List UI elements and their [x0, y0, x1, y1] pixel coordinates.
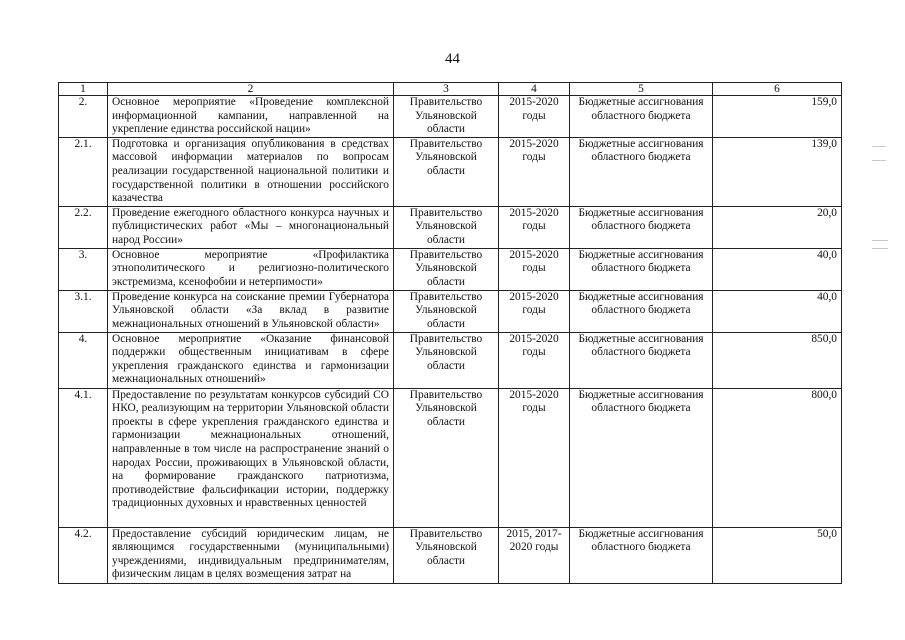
column-header: 6: [713, 83, 842, 96]
funding-source: Бюджетные ассигнования областного бюджета: [570, 248, 713, 290]
executor: Правительство Ульяновской области: [394, 388, 499, 527]
funding-source: Бюджетные ассигнования областного бюджета: [570, 206, 713, 248]
executor: Правительство Ульяновской области: [394, 137, 499, 206]
column-header: 4: [499, 83, 570, 96]
amount: 20,0: [713, 206, 842, 248]
activity-name: Проведение конкурса на соискание премии Губернатора Ульяновской области «За вклад в развитие межнациональных отношений в Ульяновской области»: [108, 290, 394, 332]
period: 2015-2020 годы: [499, 96, 570, 138]
activity-name: Основное мероприятие «Профилактика этнополитического и религиозно-политического экстремизма, ксенофобии и нетерпимости»: [108, 248, 394, 290]
executor: Правительство Ульяновской области: [394, 290, 499, 332]
period: 2015-2020 годы: [499, 290, 570, 332]
amount: 800,0: [713, 388, 842, 527]
funding-source: Бюджетные ассигнования областного бюджета: [570, 527, 713, 583]
table-row: [59, 332, 842, 388]
table-row: [59, 290, 842, 332]
executor: Правительство Ульяновской области: [394, 332, 499, 388]
activity-name: Основное мероприятие «Проведение комплексной информационной кампании, направленной на укрепление единства российской нации»: [108, 96, 394, 138]
activity-name: Основное мероприятие «Оказание финансовой поддержки общественным инициативам в сфере укрепления гражданского единства и гармонизации межнациональных отношений»: [108, 332, 394, 388]
period: 2015-2020 годы: [499, 388, 570, 527]
period: 2015, 2017-2020 годы: [499, 527, 570, 583]
amount: 50,0: [713, 527, 842, 583]
row-number: 2.2.: [59, 206, 108, 248]
executor: Правительство Ульяновской области: [394, 527, 499, 583]
funding-source: Бюджетные ассигнования областного бюджета: [570, 137, 713, 206]
amount: 40,0: [713, 248, 842, 290]
period: 2015-2020 годы: [499, 248, 570, 290]
funding-source: Бюджетные ассигнования областного бюджета: [570, 332, 713, 388]
column-header: 3: [394, 83, 499, 96]
column-number-row: [59, 83, 842, 96]
executor: Правительство Ульяновской области: [394, 206, 499, 248]
period: 2015-2020 годы: [499, 332, 570, 388]
amount: 159,0: [713, 96, 842, 138]
row-number: 3.1.: [59, 290, 108, 332]
amount: 40,0: [713, 290, 842, 332]
scan-artifact-line: [872, 146, 886, 147]
page-number: 44: [445, 51, 460, 67]
row-number: 2.: [59, 96, 108, 138]
amount: 850,0: [713, 332, 842, 388]
executor: Правительство Ульяновской области: [394, 96, 499, 138]
executor: Правительство Ульяновской области: [394, 248, 499, 290]
table-row: [59, 388, 842, 527]
activity-name: Предоставление по результатам конкурсов субсидий СО НКО, реализующим на территории Ульяновской области проекты в сфере укрепления гражданского единства и гармонизации межнациональных отношений, направленные в том числе на распространение знаний о народах России, проживающих в Ульяновской области, на формирование гражданского патриотизма, противодействие фальсификации истории, поддержку традиционных духовных и нравственных ценностей: [108, 388, 394, 527]
column-header: 1: [59, 83, 108, 96]
activity-name: Проведение ежегодного областного конкурса научных и публицистических работ «Мы – многонациональный народ России»: [108, 206, 394, 248]
table-row: [59, 96, 842, 138]
table-row: [59, 206, 842, 248]
column-header: 5: [570, 83, 713, 96]
activity-name: Предоставление субсидий юридическим лицам, не являющимся государственными (муниципальными) учреждениями, индивидуальным предпринимателям, физическим лицам в целях возмещения затрат на: [108, 527, 394, 583]
program-activities-table: [58, 82, 842, 584]
amount: 139,0: [713, 137, 842, 206]
scan-artifact-line: [872, 248, 888, 249]
row-number: 4.1.: [59, 388, 108, 527]
row-number: 4.: [59, 332, 108, 388]
table-row: [59, 527, 842, 583]
scan-artifact-line: [872, 240, 888, 241]
table-row: [59, 248, 842, 290]
activity-name: Подготовка и организация опубликования в средствах массовой информации материалов по вопросам реализации государственной национальной политики и государственной политики в отношении российского казачества: [108, 137, 394, 206]
scan-artifact-line: [872, 160, 886, 161]
table-row: [59, 137, 842, 206]
period: 2015-2020 годы: [499, 137, 570, 206]
row-number: 3.: [59, 248, 108, 290]
column-header: 2: [108, 83, 394, 96]
row-number: 4.2.: [59, 527, 108, 583]
row-number: 2.1.: [59, 137, 108, 206]
funding-source: Бюджетные ассигнования областного бюджета: [570, 290, 713, 332]
period: 2015-2020 годы: [499, 206, 570, 248]
funding-source: Бюджетные ассигнования областного бюджета: [570, 96, 713, 138]
funding-source: Бюджетные ассигнования областного бюджета: [570, 388, 713, 527]
